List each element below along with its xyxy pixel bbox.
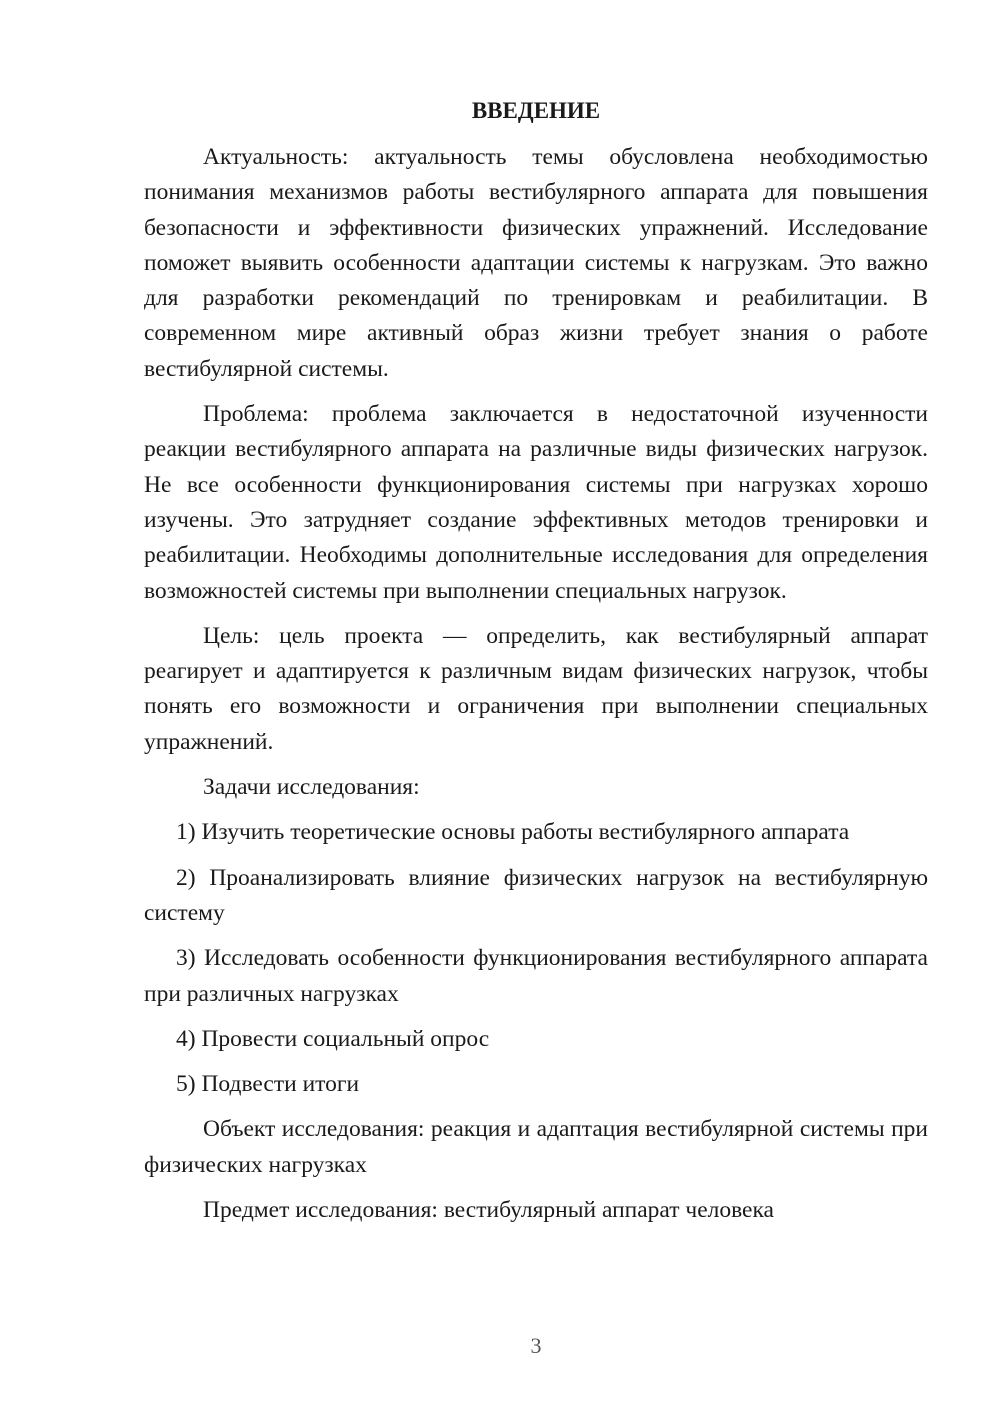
paragraph-relevance: Актуальность: актуальность темы обусловлена необходимостью понимания механизмов работы вестибулярного аппарата для повышения безопасности и эффективности физических упражнений. Исследование поможет выявить особенности адаптации системы к нагрузкам. Это важно для разработки рекомендаций по тренировкам и реабилитации. В современном мире активный образ жизни требует знания о работе вестибулярной системы. bbox=[144, 144, 928, 382]
paragraph-subject: Предмет исследования: вестибулярный аппарат человека bbox=[203, 1197, 774, 1224]
paragraph-problem: Проблема: проблема заключается в недостаточной изученности реакции вестибулярного аппарата на различные виды физических нагрузок. Не все особенности функционирования системы при нагрузках хорошо изучены. Это затрудняет создание эффективных методов тренировки и реабилитации. Необходимы дополнительные исследования для определения возможностей системы при выполнении специальных нагрузок. bbox=[144, 401, 928, 604]
paragraph-tasks-heading: Задачи исследования: bbox=[203, 774, 420, 801]
task-item-2: 2) Проанализировать влияние физических нагрузок на вестибулярную систему bbox=[144, 864, 928, 926]
document-body bbox=[144, 140, 928, 1238]
paragraph-goal: Цель: цель проекта — определить, как вестибулярный аппарат реагирует и адаптируется к различным видам физических нагрузок, чтобы понять его возможности и ограничения при выполнении специальных упражнений. bbox=[144, 622, 928, 755]
task-item-3: 3) Исследовать особенности функционирования вестибулярного аппарата при различных нагрузках bbox=[144, 945, 928, 1007]
page-number: 3 bbox=[530, 1333, 542, 1358]
task-item-5: 5) Подвести итоги bbox=[176, 1071, 360, 1098]
task-item-4: 4) Провести социальный опрос bbox=[176, 1025, 490, 1052]
paragraph-object: Объект исследования: реакция и адаптация вестибулярной системы при физических нагрузках bbox=[144, 1116, 928, 1178]
page-title: ВВЕДЕНИЕ bbox=[471, 98, 601, 123]
task-item-1: 1) Изучить теоретические основы работы вестибулярного аппарата bbox=[176, 819, 850, 846]
